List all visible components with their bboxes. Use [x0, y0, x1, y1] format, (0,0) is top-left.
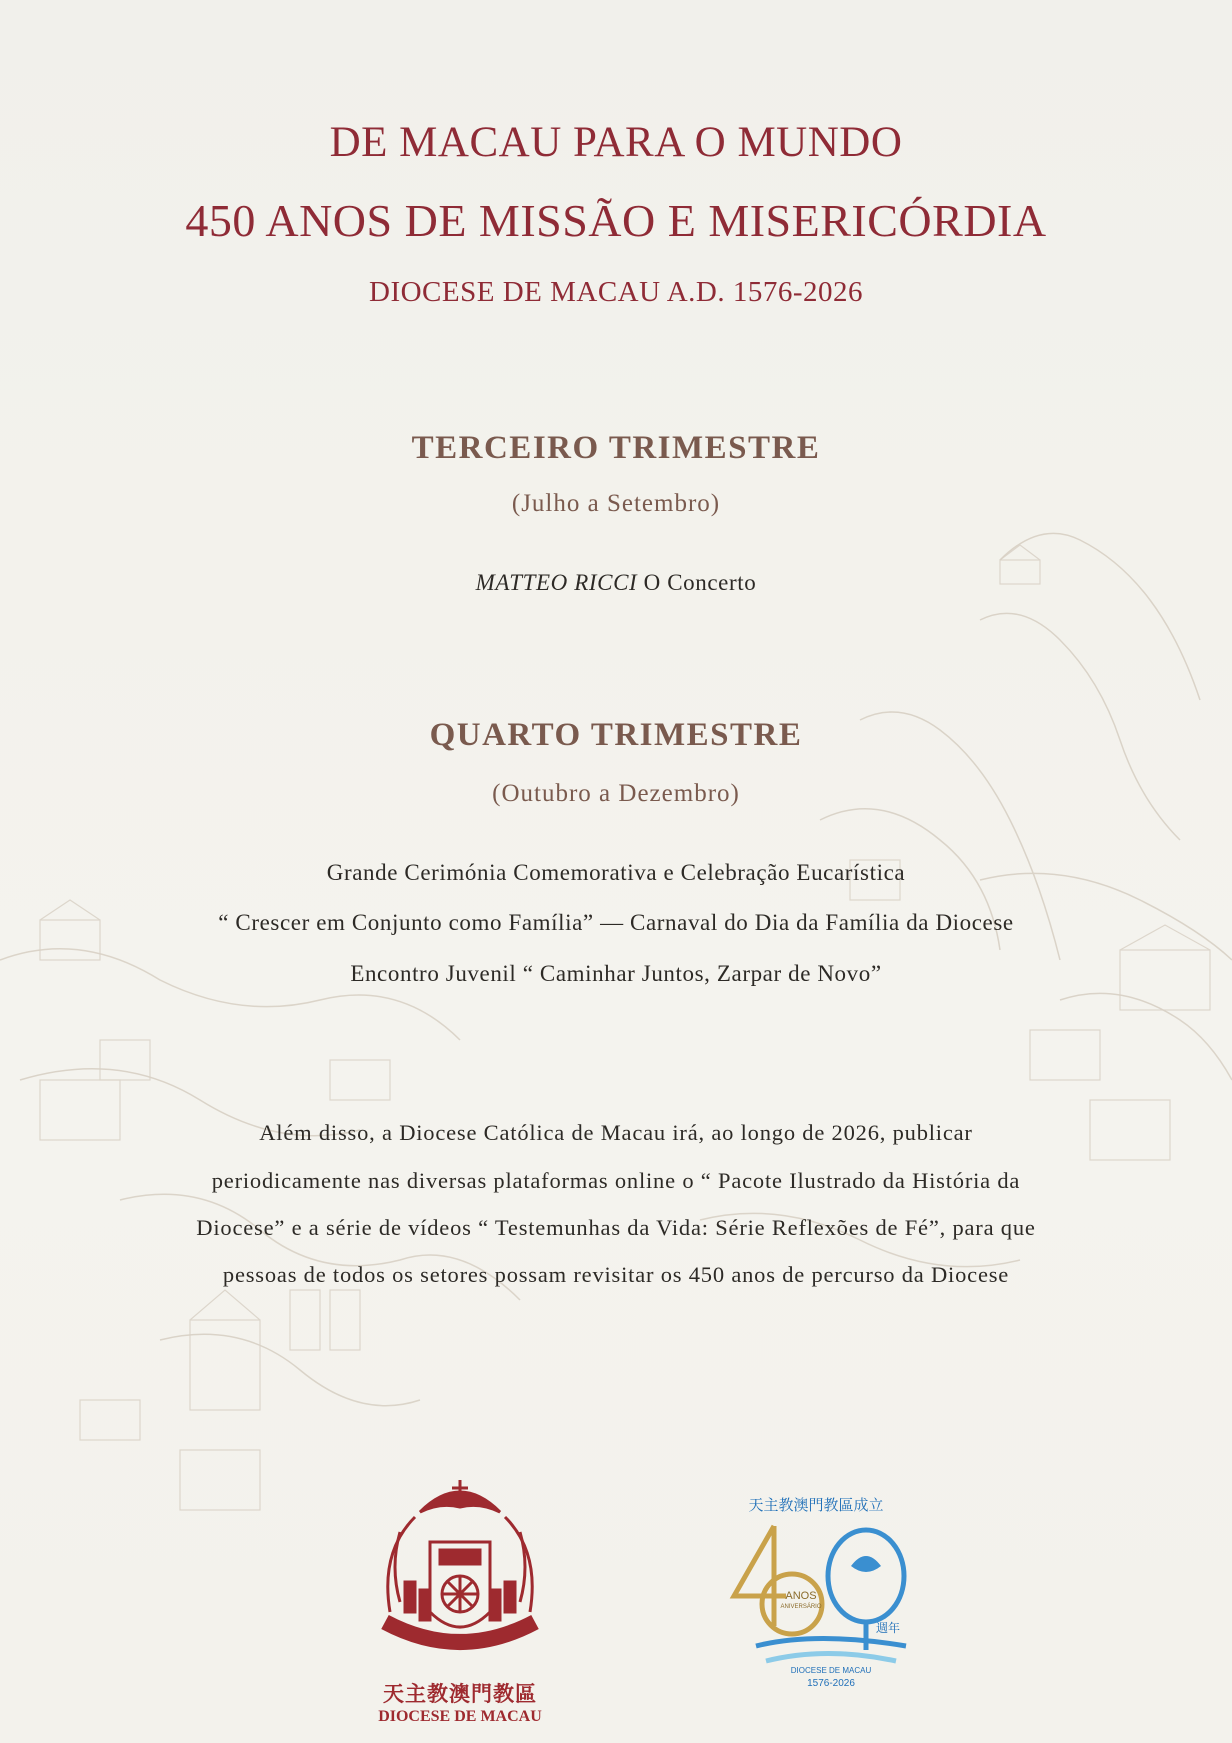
fourth-quarter-event: “ Crescer em Conjunto como Família” — Carnaval do Dia da Família da Diocese	[218, 910, 1014, 935]
event-name-italic: MATTEO RICCI	[475, 570, 638, 595]
title-line-1: DE MACAU PARA O MUNDO	[329, 119, 903, 166]
closing-paragraph-line: periodicamente nas diversas plataformas online o “ Pacote Ilustrado da História da	[211, 1168, 1021, 1193]
anniversary-footer-name: DIOCESE DE MACAU	[790, 1666, 872, 1675]
fourth-quarter-title: QUARTO TRIMESTRE	[429, 717, 803, 753]
anniversary-chinese-heading: 天主教澳門教區成立	[748, 1496, 884, 1514]
fourth-quarter-event: Grande Cerimónia Comemorativa e Celebração Eucarística	[326, 860, 906, 885]
anniversary-logo	[716, 1494, 946, 1724]
anniversary-aniversario: ANIVERSÁRIO	[780, 1604, 822, 1610]
diocese-logo-chinese-name: 天主教澳門教區	[383, 1682, 537, 1706]
anniversary-anos: ANOS	[785, 1590, 817, 1602]
anniversary-chinese-suffix: 週年	[876, 1621, 901, 1635]
title-line-2: 450 ANOS DE MISSÃO E MISERICÓRDIA	[185, 195, 1047, 246]
third-quarter-title: TERCEIRO TRIMESTRE	[411, 430, 821, 466]
diocese-coat-of-arms-icon	[360, 1472, 560, 1687]
closing-paragraph-line: Além disso, a Diocese Católica de Macau irá, ao longo de 2026, publicar	[259, 1120, 973, 1145]
third-quarter-event	[0, 570, 1232, 596]
event-name-rest: O Concerto	[637, 570, 757, 595]
anniversary-years: 1576-2026	[807, 1678, 855, 1689]
closing-paragraph-line: Diocese” e a série de vídeos “ Testemunhas da Vida: Série Reflexões de Fé”, para que	[196, 1215, 1036, 1240]
closing-paragraph-line: pessoas de todos os setores possam revisitar os 450 anos de percurso da Diocese	[222, 1262, 1010, 1287]
diocese-logo-portuguese-name: DIOCESE DE MACAU	[378, 1708, 542, 1725]
title-line-3: DIOCESE DE MACAU A.D. 1576-2026	[369, 276, 863, 308]
fourth-quarter-period: (Outubro a Dezembro)	[492, 780, 740, 807]
third-quarter-period: (Julho a Setembro)	[511, 490, 721, 517]
fourth-quarter-event: Encontro Juvenil “ Caminhar Juntos, Zarpar de Novo”	[350, 961, 882, 986]
diocese-logo	[360, 1472, 560, 1737]
anniversary-450-icon	[716, 1516, 946, 1686]
